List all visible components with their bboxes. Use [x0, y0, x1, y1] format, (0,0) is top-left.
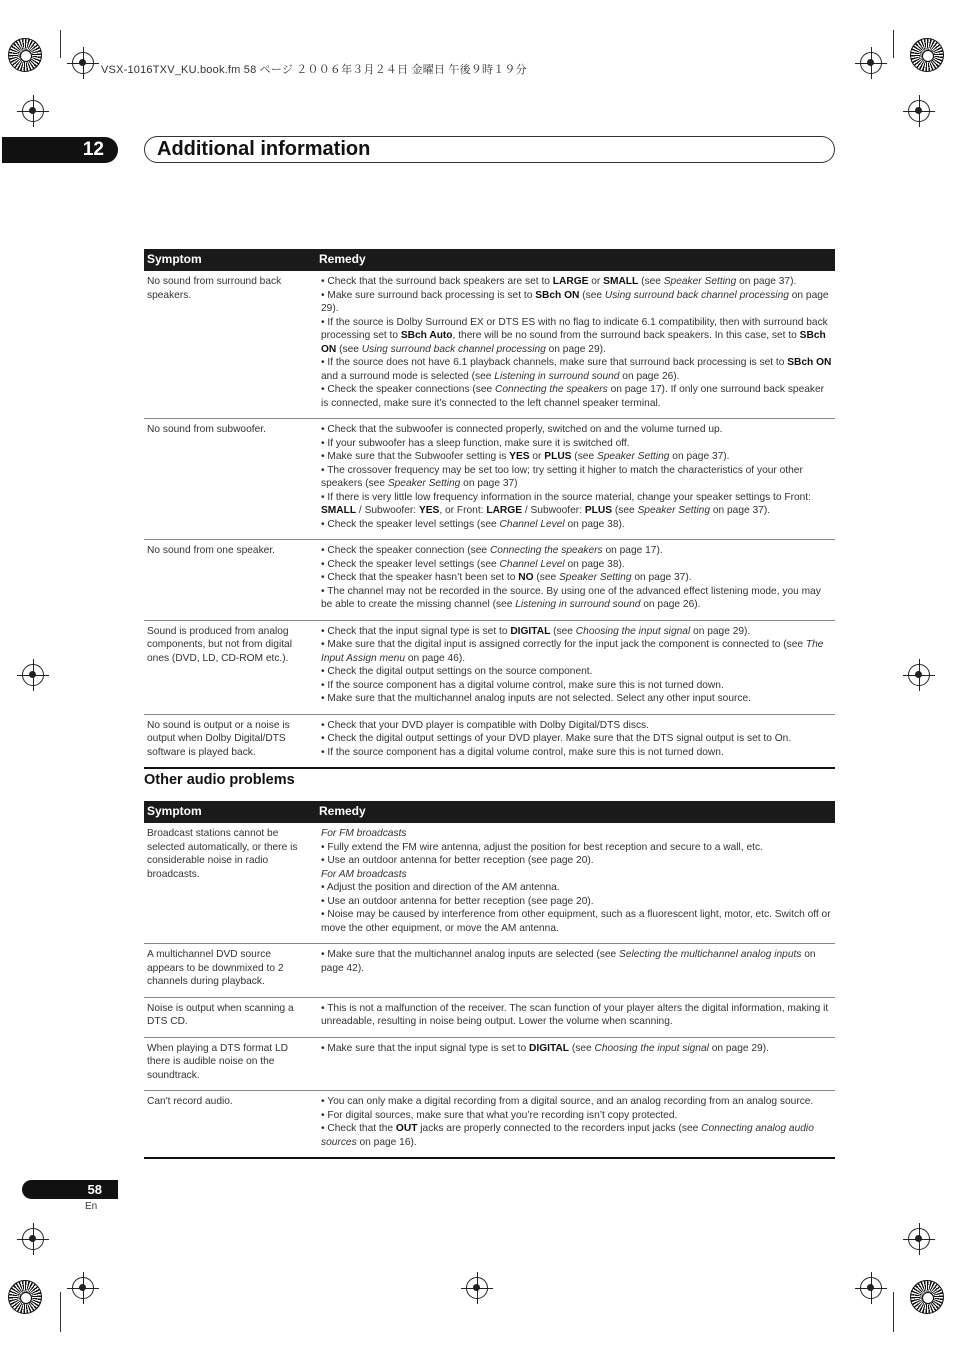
symptom-cell: No sound from surround back speakers. — [144, 271, 315, 419]
crosshair-registration-icon — [908, 1228, 930, 1250]
remedy-text: • Make sure that the multichannel analog inputs are not selected. Select any other input source. — [321, 693, 751, 704]
cross-reference: Choosing the input signal — [594, 1042, 709, 1054]
print-header: VSX-1016TXV_KU.book.fm 58 ページ ２００６年３月２４日 金曜日 午後９時１９分 — [101, 64, 527, 76]
remedy-header: Remedy — [315, 801, 835, 823]
remedy-line — [321, 732, 832, 746]
setting-value: SBch ON — [321, 330, 826, 355]
remedy-line — [321, 289, 832, 316]
crop-mark — [60, 30, 61, 58]
setting-value: LARGE — [552, 276, 589, 287]
remedy-text: • Check the digital output settings on the source component. — [321, 666, 593, 677]
remedy-text: on page 42). — [321, 949, 816, 974]
setting-value: YES — [418, 505, 440, 516]
remedy-line — [321, 585, 832, 612]
registration-sunburst-icon — [910, 1280, 944, 1314]
remedy-line — [321, 908, 832, 935]
table-row — [144, 823, 835, 944]
cross-reference: Channel Level — [499, 558, 565, 570]
remedy-line — [321, 665, 832, 679]
remedy-text: • If the source is Dolby Surround EX or DTS ES with no flag to indicate 6.1 compatibility, then with surround back processing set to — [321, 316, 828, 341]
section-heading: Other audio problems — [144, 772, 295, 788]
cross-reference: For FM broadcasts — [321, 828, 407, 839]
remedy-text: • Check that the — [321, 1123, 396, 1134]
remedy-line — [321, 1122, 832, 1149]
remedy-cell — [315, 540, 835, 621]
remedy-text: • If the source component has a digital volume control, make sure this is not turned down. — [321, 746, 724, 758]
remedy-line — [321, 948, 832, 975]
cross-reference: Speaker Setting — [663, 276, 737, 287]
remedy-text: (see — [533, 572, 560, 583]
remedy-text: • The channel may not be recorded in the source. By using one of the advanced effect listening mode, you may be able to create the missing channel (see — [321, 585, 821, 610]
cross-reference: Choosing the input signal — [575, 625, 691, 637]
setting-value: DIGITAL — [529, 1042, 569, 1054]
remedy-line — [321, 746, 832, 760]
crosshair-registration-icon — [466, 1277, 488, 1299]
symptom-cell: Sound is produced from analog components, but not from digital ones (DVD, LD, CD-ROM etc.). — [144, 620, 315, 714]
remedy-text: on page 37). — [669, 451, 730, 462]
registration-sunburst-icon — [8, 1280, 42, 1314]
cross-reference: Speaker Setting — [559, 572, 632, 583]
setting-value: SBch ON — [535, 289, 580, 301]
remedy-line — [321, 437, 832, 451]
remedy-line — [321, 868, 832, 882]
remedy-cell — [315, 271, 835, 419]
crosshair-registration-icon — [72, 1277, 94, 1299]
table-row — [144, 997, 835, 1037]
remedy-text: • This is not a malfunction of the receiver. The scan function of your player alters the digital information, making it unreadable, resulting in noise being output. Lower the volume when scanning. — [321, 1002, 829, 1027]
remedy-line — [321, 558, 832, 572]
remedy-text: on page 26). — [619, 370, 680, 382]
cross-reference: Selecting the multichannel analog inputs — [619, 949, 802, 960]
remedy-text: on page 38). — [564, 558, 625, 570]
remedy-text: (see — [550, 625, 576, 637]
symptom-cell: When playing a DTS format LD there is audible noise on the soundtrack. — [144, 1037, 315, 1091]
page-number: 58 — [22, 1180, 118, 1199]
table-row — [144, 944, 835, 998]
table-row — [144, 540, 835, 621]
setting-value: DIGITAL — [510, 625, 551, 637]
remedy-text: on page 37) — [460, 478, 518, 489]
symptom-cell: Can't record audio. — [144, 1091, 315, 1159]
remedy-line — [321, 383, 832, 410]
troubleshooting-table-other-audio — [144, 801, 835, 1159]
remedy-text: or — [588, 276, 604, 287]
remedy-line — [321, 625, 832, 639]
registration-sunburst-icon — [910, 38, 944, 72]
symptom-cell: Broadcast stations cannot be selected automatically, or there is considerable noise in radio broadcasts. — [144, 823, 315, 944]
remedy-line — [321, 1095, 832, 1109]
remedy-cell — [315, 1037, 835, 1091]
table-row — [144, 1091, 835, 1159]
remedy-line — [321, 450, 832, 464]
remedy-line — [321, 423, 832, 437]
remedy-text: • Check the speaker level settings (see — [321, 558, 500, 570]
table-header-row — [144, 249, 835, 271]
remedy-text: , there will be no sound from the surround back speakers. In this case, set to — [452, 330, 800, 341]
symptom-cell: A multichannel DVD source appears to be downmixed to 2 channels during playback. — [144, 944, 315, 998]
crop-mark — [893, 1292, 894, 1332]
crop-mark — [60, 1292, 61, 1332]
remedy-text: • Fully extend the FM wire antenna, adjust the position for best reception and secure to a wall, etc. — [321, 841, 763, 853]
remedy-text: on page 29). — [321, 289, 829, 314]
remedy-text: • Make sure that the digital input is assigned correctly for the input jack the component is connected to (see — [321, 639, 806, 650]
crosshair-registration-icon — [908, 664, 930, 686]
remedy-text: / Subwoofer: — [356, 505, 419, 516]
remedy-text: • Check that the input signal type is set to — [321, 625, 511, 637]
remedy-text: • The crossover frequency may be set too low; try setting it higher to match the characteristics of your other speakers (see — [321, 464, 803, 489]
remedy-line — [321, 881, 832, 895]
setting-value: NO — [518, 572, 534, 583]
remedy-line — [321, 841, 832, 855]
setting-value: SMALL — [603, 276, 639, 287]
troubleshooting-table-sound — [144, 249, 835, 769]
remedy-text: • Check that the surround back speakers are set to — [321, 276, 553, 287]
remedy-line — [321, 679, 832, 693]
remedy-text: • Check the digital output settings of your DVD player. Make sure that the DTS signal output is set to On. — [321, 733, 792, 744]
cross-reference: Listening in surround sound — [494, 370, 620, 382]
cross-reference: Connecting analog audio sources — [321, 1123, 814, 1148]
cross-reference: For AM broadcasts — [321, 868, 407, 880]
remedy-text: • Make sure that the multichannel analog inputs are selected (see — [321, 949, 620, 960]
crosshair-registration-icon — [860, 1277, 882, 1299]
setting-value: YES — [509, 451, 530, 462]
remedy-text: on page 17). — [602, 545, 663, 556]
remedy-text: or — [529, 451, 545, 462]
remedy-text: • If the source does not have 6.1 playback channels, make sure that surround back processing is set to — [321, 357, 788, 368]
setting-value: LARGE — [486, 505, 522, 516]
remedy-text: (see — [612, 505, 638, 516]
remedy-text: (see — [571, 451, 597, 462]
table-row — [144, 271, 835, 419]
remedy-line — [321, 464, 832, 491]
remedy-text: (see — [638, 276, 664, 287]
remedy-line — [321, 571, 832, 585]
cross-reference: Speaker Setting — [596, 451, 670, 462]
registration-sunburst-icon — [8, 38, 42, 72]
remedy-text: • Check the speaker level settings (see — [321, 518, 500, 530]
remedy-text: • Check that the subwoofer is connected properly, switched on and the volume turned up. — [321, 424, 723, 435]
remedy-line — [321, 518, 832, 532]
remedy-text: on page 37). — [710, 505, 771, 516]
cross-reference: Using surround back channel processing — [604, 289, 789, 301]
remedy-text: (see — [579, 289, 605, 301]
cross-reference: Speaker Setting — [387, 478, 461, 489]
remedy-text: • Check the speaker connection (see — [321, 545, 490, 556]
remedy-text: • Check that the speaker hasn’t been set to — [321, 572, 519, 583]
remedy-cell — [315, 944, 835, 998]
remedy-cell — [315, 714, 835, 768]
setting-value: OUT — [395, 1123, 418, 1134]
remedy-text: • Make sure surround back processing is set to — [321, 289, 536, 301]
setting-value: SBch ON — [787, 357, 832, 368]
remedy-cell — [315, 620, 835, 714]
cross-reference: Channel Level — [499, 518, 565, 530]
cross-reference: Using surround back channel processing — [361, 343, 546, 355]
cross-reference: Speaker Setting — [637, 505, 711, 516]
remedy-line — [321, 638, 832, 665]
remedy-text: • You can only make a digital recording from a digital source, and an analog recording from an analog source. — [321, 1096, 814, 1107]
chapter-title-box — [144, 136, 835, 163]
remedy-line — [321, 356, 832, 383]
remedy-text: • Check the speaker connections (see — [321, 384, 496, 395]
remedy-text: • Adjust the position and direction of the AM antenna. — [321, 882, 560, 893]
table-row — [144, 714, 835, 768]
remedy-text: • Use an outdoor antenna for better reception (see page 20). — [321, 895, 594, 907]
remedy-text: • Noise may be caused by interference from other equipment, such as a fluorescent light, motor, etc. Switch off or move the other equipment, or move the AM antenna. — [321, 909, 831, 934]
remedy-cell — [315, 823, 835, 944]
remedy-text: on page 37). — [736, 276, 797, 287]
crosshair-registration-icon — [860, 52, 882, 74]
symptom-cell: No sound from one speaker. — [144, 540, 315, 621]
remedy-line — [321, 491, 832, 518]
remedy-text: on page 37). — [631, 572, 692, 583]
remedy-text: (see — [569, 1042, 595, 1054]
remedy-line — [321, 692, 832, 706]
remedy-text: • Make sure that the input signal type is set to — [321, 1042, 529, 1054]
table-row — [144, 620, 835, 714]
remedy-text: • If the source component has a digital volume control, make sure this is not turned down. — [321, 679, 724, 691]
remedy-text: • Use an outdoor antenna for better reception (see page 20). — [321, 855, 594, 866]
remedy-text: on page 29). — [690, 625, 751, 637]
setting-value: SBch Auto — [400, 330, 453, 341]
remedy-text: on page 16). — [356, 1136, 417, 1148]
page-language: En — [85, 1201, 98, 1212]
remedy-line — [321, 895, 832, 909]
remedy-cell — [315, 997, 835, 1037]
symptom-header: Symptom — [144, 249, 315, 271]
table-row — [144, 1037, 835, 1091]
cross-reference: Listening in surround sound — [515, 599, 641, 610]
crosshair-registration-icon — [22, 100, 44, 122]
crosshair-registration-icon — [908, 100, 930, 122]
crosshair-registration-icon — [22, 1228, 44, 1250]
symptom-cell: Noise is output when scanning a DTS CD. — [144, 997, 315, 1037]
remedy-header: Remedy — [315, 249, 835, 271]
symptom-header: Symptom — [144, 801, 315, 823]
remedy-text: on page 17). If only one surround back speaker is connected, make sure it’s connected to the left channel speaker terminal. — [321, 384, 825, 409]
crosshair-registration-icon — [22, 664, 44, 686]
remedy-line — [321, 1002, 832, 1029]
cross-reference: Connecting the speakers — [489, 545, 603, 556]
remedy-cell — [315, 1091, 835, 1159]
crop-mark — [893, 30, 894, 58]
remedy-line — [321, 1042, 832, 1056]
remedy-text: • For digital sources, make sure that what you’re recording isn’t copy protected. — [321, 1109, 678, 1121]
remedy-text: on page 29). — [708, 1042, 769, 1054]
remedy-text: on page 46). — [405, 652, 466, 664]
chapter-title: Additional information — [157, 138, 371, 160]
remedy-line — [321, 275, 832, 289]
remedy-text: on page 29). — [545, 343, 606, 355]
cross-reference: Connecting the speakers — [495, 384, 608, 395]
setting-value: SMALL — [321, 505, 357, 516]
chapter-number: 12 — [2, 137, 118, 163]
remedy-text: / Subwoofer: — [522, 505, 585, 516]
remedy-text: , or Front: — [439, 505, 487, 516]
cross-reference: The Input Assign menu — [321, 639, 824, 664]
remedy-text: • Make sure that the Subwoofer setting is — [321, 451, 510, 462]
remedy-line — [321, 854, 832, 868]
remedy-line — [321, 544, 832, 558]
remedy-cell — [315, 419, 835, 540]
remedy-line — [321, 1109, 832, 1123]
table-row — [144, 419, 835, 540]
setting-value: PLUS — [584, 505, 613, 516]
remedy-text: • Check that your DVD player is compatible with Dolby Digital/DTS discs. — [321, 719, 649, 731]
remedy-text: (see — [336, 343, 362, 355]
setting-value: PLUS — [544, 451, 572, 462]
symptom-cell: No sound is output or a noise is output when Dolby Digital/DTS software is played back. — [144, 714, 315, 768]
symptom-cell: No sound from subwoofer. — [144, 419, 315, 540]
remedy-text: on page 26). — [640, 599, 701, 610]
remedy-line — [321, 316, 832, 357]
remedy-line — [321, 719, 832, 733]
remedy-text: jacks are properly connected to the recorders input jacks (see — [417, 1123, 702, 1134]
remedy-line — [321, 827, 832, 841]
remedy-text: on page 38). — [564, 518, 625, 530]
remedy-text: • If your subwoofer has a sleep function, make sure it is switched off. — [321, 437, 630, 449]
crosshair-registration-icon — [72, 52, 94, 74]
remedy-text: and a surround mode is selected (see — [321, 370, 495, 382]
remedy-text: • If there is very little low frequency information in the source material, change your speaker settings to Front: — [321, 491, 811, 503]
table-header-row — [144, 801, 835, 823]
